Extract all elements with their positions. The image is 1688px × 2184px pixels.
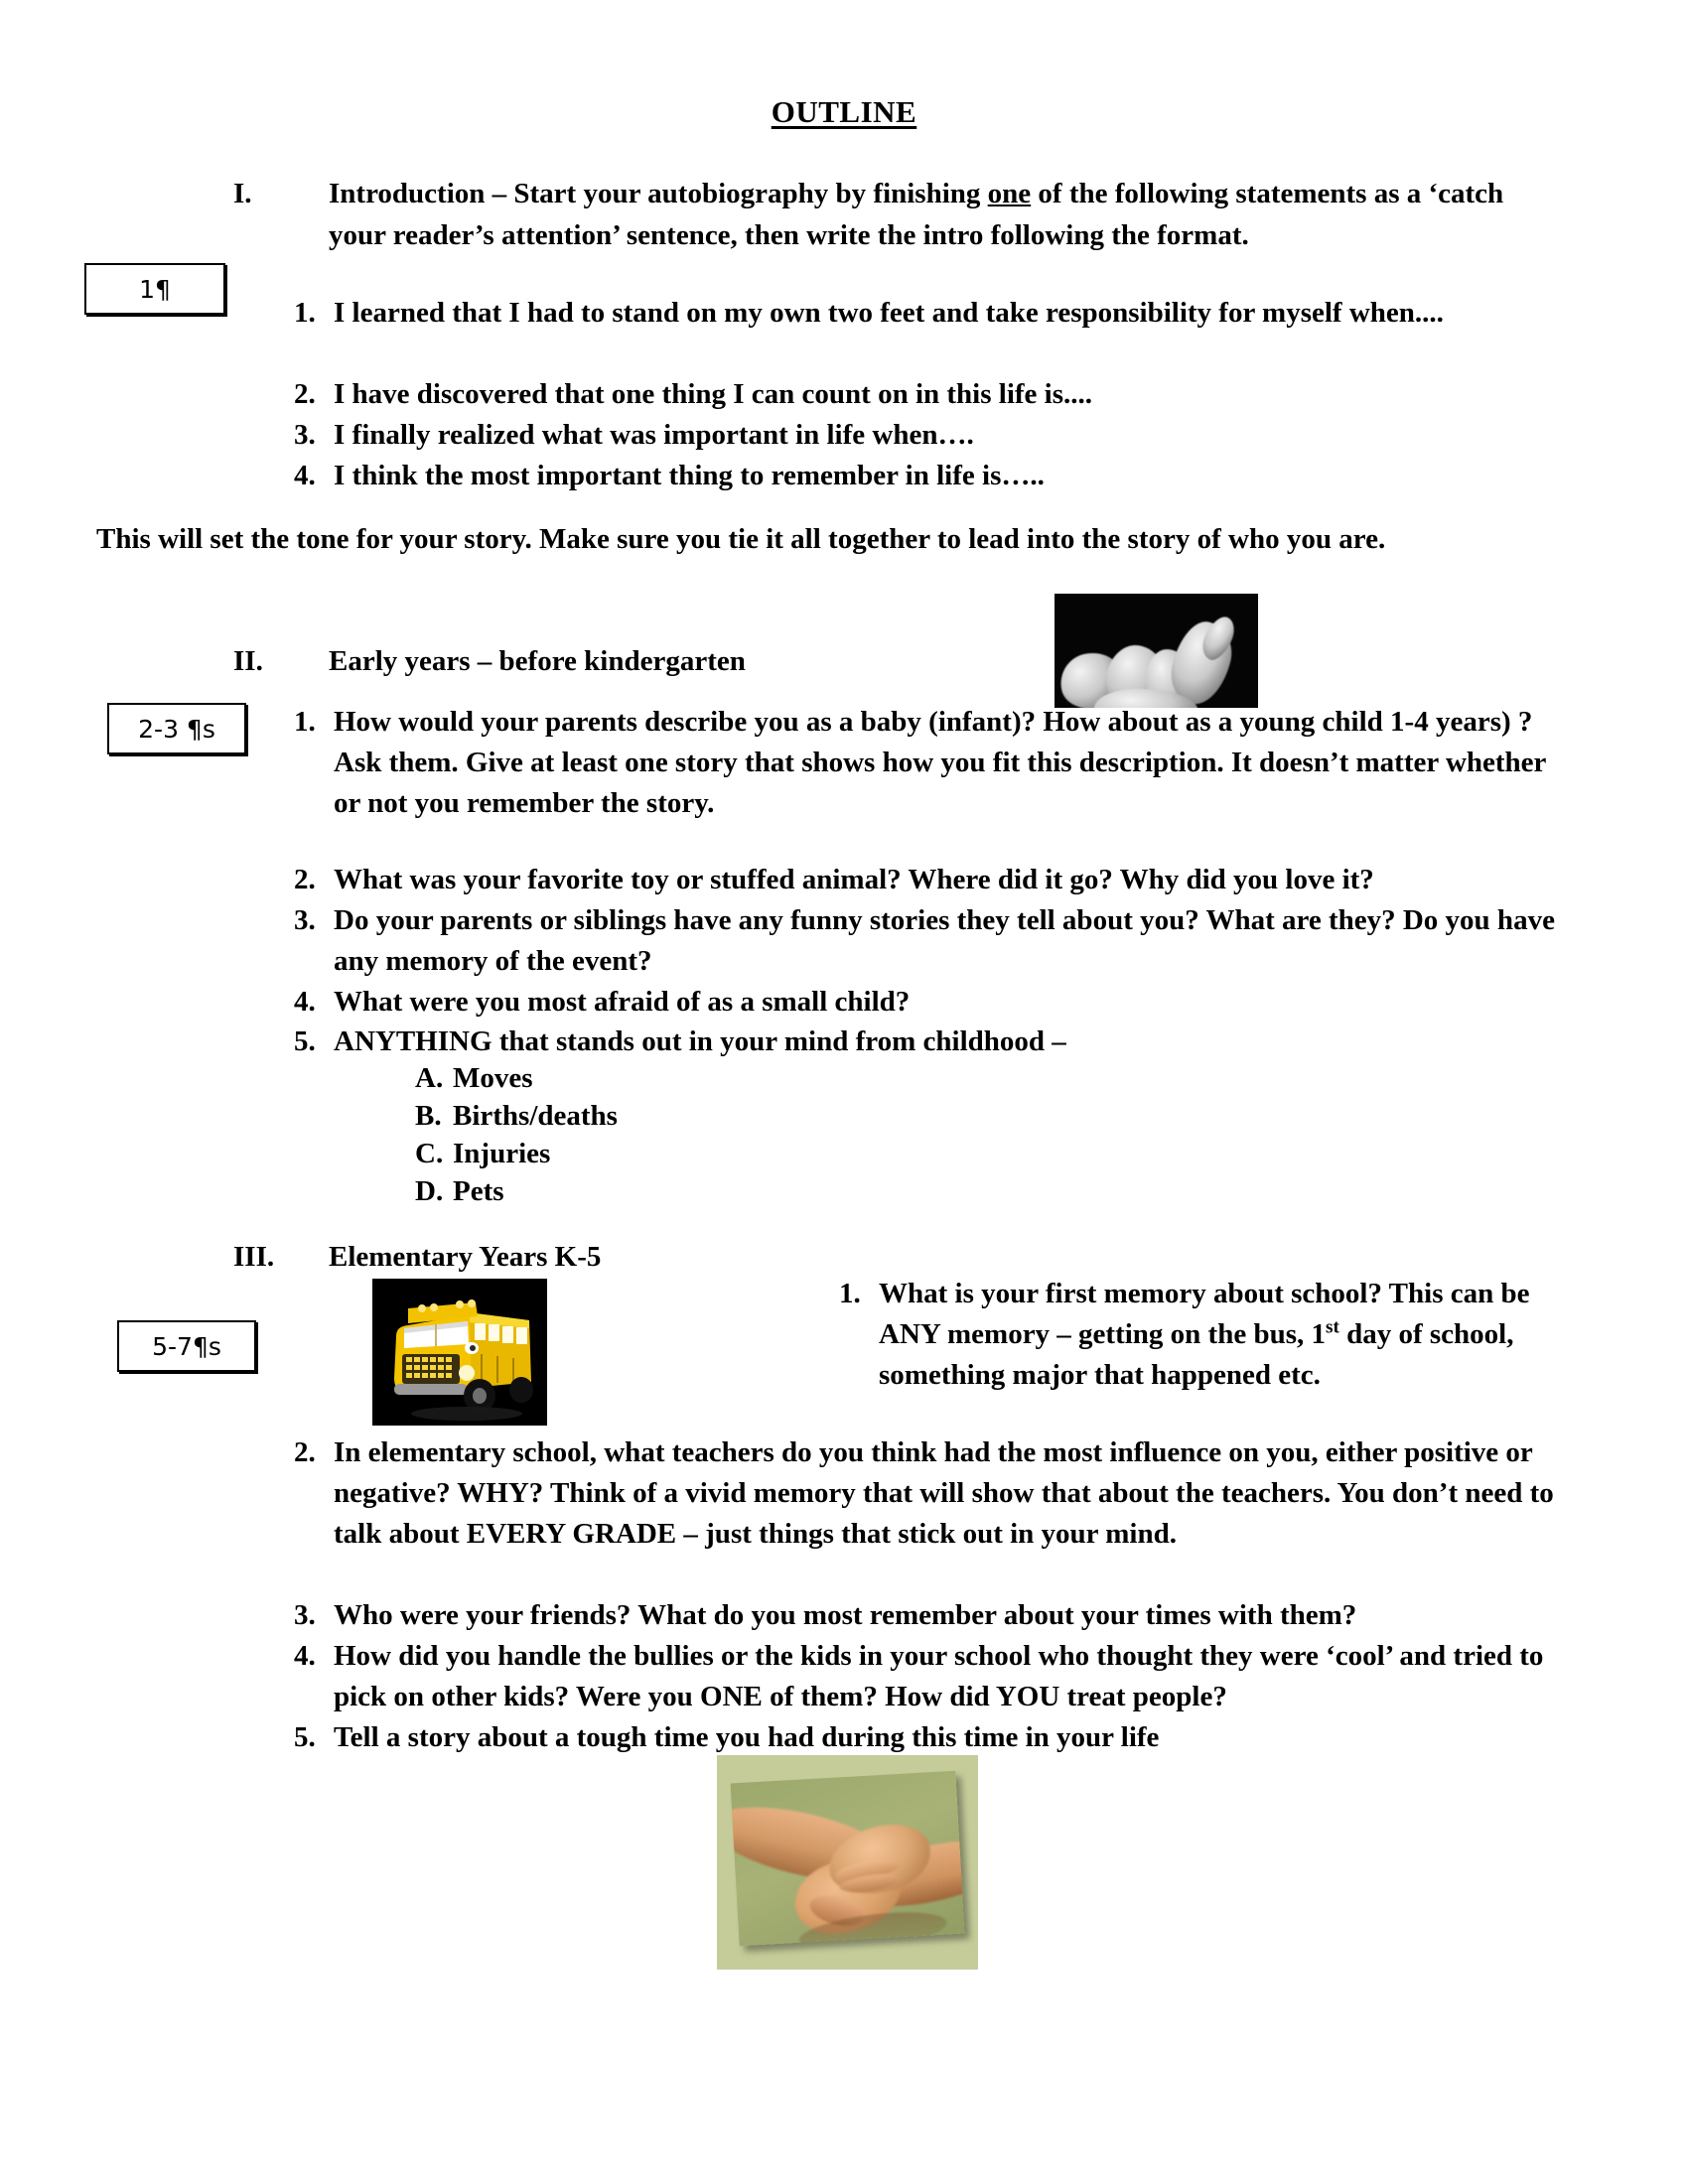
section-i-heading-line2: a ‘catch your reader’s attention’ sentence, then write the intro following the format. (329, 178, 1504, 251)
section-iii-numeral: III. (233, 1241, 275, 1273)
section-ii-item-3 (294, 900, 1555, 982)
section-i-item-1-text: I learned that I had to stand on my own two feet and take responsibility for myself when.... (334, 297, 1444, 329)
section-ii-subitem-a-marker: A. (415, 1062, 444, 1094)
section-iii-item-2-marker: 2. (294, 1436, 316, 1468)
section-i-item-1 (294, 293, 1555, 334)
section-ii-item-2-text: What was your favorite toy or stuffed animal? Where did it go? Why did you love it? (334, 864, 1374, 895)
section-ii-item-2-marker: 2. (294, 864, 316, 895)
section-ii-numeral: II. (233, 645, 263, 677)
section-i-item-3-marker: 3. (294, 419, 316, 451)
section-ii-item-5 (294, 1022, 1555, 1062)
section-iii-item-4 (294, 1636, 1555, 1717)
section-ii-item-1-marker: 1. (294, 706, 316, 738)
section-i-numeral: I. (233, 178, 252, 209)
page-title (0, 94, 1688, 130)
section-ii-item-3-text: Do your parents or siblings have any funny stories they tell about you? What are they? Do you have any memory of the event? (334, 904, 1555, 977)
section-i-item-2-marker: 2. (294, 378, 316, 410)
section-iii-item-1 (839, 1274, 1554, 1396)
section-ii-item-4-marker: 4. (294, 986, 316, 1018)
section-ii-item-1 (294, 702, 1555, 824)
section-ii-item-1-text: How would your parents describe you as a baby (infant)? How about as a young child 1-4 years) ? Ask them. Give at least one story that shows how you fit this description. It doesn’t matter whether or not you remember the story. (334, 706, 1546, 819)
section-iii-heading (233, 1236, 1028, 1278)
section-i-item-3-text: I finally realized what was important in life when…. (334, 419, 974, 451)
callout-intro-label: 1¶ (139, 274, 171, 304)
section-ii-subitem-d-marker: D. (415, 1175, 444, 1207)
callout-early-years-paragraph-count (107, 703, 246, 754)
section-i-item-1-marker: 1. (294, 297, 316, 329)
section-iii-item-5-text: Tell a story about a tough time you had during this time in your life (334, 1721, 1160, 1753)
section-iii-item-1-marker: 1. (839, 1278, 861, 1309)
clasped-hands-photo-inner (731, 1771, 965, 1946)
baby-hands-photo (1055, 594, 1258, 708)
section-i-heading-part-a: Introduction – Start your autobiography by finishing (329, 178, 988, 209)
section-ii-item-4-text: What were you most afraid of as a small child? (334, 986, 911, 1018)
section-i-item-2 (294, 374, 1555, 415)
section-i-item-4-marker: 4. (294, 460, 316, 491)
section-ii-item-4 (294, 982, 1555, 1023)
section-ii-subitem-d (415, 1172, 1011, 1210)
section-iii-item-5 (294, 1717, 1555, 1758)
section-i-item-4-text: I think the most important thing to remember in life is….. (334, 460, 1045, 491)
section-iii-item-2-text: In elementary school, what teachers do you think had the most influence on you, either positive or negative? WHY? Think of a vivid memory that will show that about the teachers. You don’t need to talk about EVERY GRADE – just things that stick out in your mind. (334, 1436, 1554, 1550)
section-ii-subitem-c (415, 1135, 1011, 1172)
section-iii-item-5-marker: 5. (294, 1721, 316, 1753)
school-bus-icon (372, 1279, 547, 1426)
callout-elementary-paragraph-count (117, 1320, 256, 1372)
clasped-hands-photo (717, 1755, 978, 1970)
section-ii-heading (233, 640, 1028, 682)
school-bus-photo (372, 1279, 547, 1426)
section-ii-item-3-marker: 3. (294, 904, 316, 936)
section-iii-item-1-superscript: st (1326, 1316, 1339, 1338)
section-ii-subitem-b-marker: B. (415, 1100, 442, 1132)
section-iii-item-3-marker: 3. (294, 1599, 316, 1631)
section-ii-subitem-b (415, 1097, 1011, 1135)
callout-intro-paragraph-count (84, 263, 225, 315)
section-ii-subitem-c-marker: C. (415, 1138, 444, 1169)
section-i-heading-emphasis: one (987, 178, 1032, 209)
section-ii-subitem-a-text: Moves (453, 1062, 533, 1094)
section-ii-subitem-b-text: Births/deaths (453, 1100, 618, 1132)
section-ii-subitem-c-text: Injuries (453, 1138, 551, 1169)
callout-elementary-label: 5-7¶s (152, 1331, 221, 1361)
callout-early-years-label: 2-3 ¶s (138, 714, 215, 744)
section-iii-item-4-text: How did you handle the bullies or the kids in your school who thought they were ‘cool’ and tried to pick on other kids? Were you ONE of them? How did YOU treat people? (334, 1640, 1544, 1712)
section-i-heading-part-b: of the following statements as (1031, 178, 1400, 209)
section-iii-item-3 (294, 1595, 1555, 1636)
section-i-item-2-text: I have discovered that one thing I can count on in this life is.... (334, 378, 1093, 410)
section-iii-item-1-text-b: day of school, something major that happened etc. (879, 1318, 1514, 1391)
section-ii-item-2 (294, 860, 1555, 900)
section-iii-item-2 (294, 1433, 1555, 1555)
section-iii-item-1-text-a: What is your first memory about school? This can be ANY memory – getting on the bus, 1 (879, 1278, 1530, 1350)
section-i-item-3 (294, 415, 1555, 456)
section-i-item-4 (294, 456, 1555, 496)
page-title-text: OUTLINE (771, 94, 917, 129)
section-iii-item-1-text (879, 1274, 1554, 1396)
section-i-heading (233, 173, 1554, 256)
section-ii-subitem-d-text: Pets (453, 1175, 504, 1207)
section-iii-item-4-marker: 4. (294, 1640, 316, 1672)
section-ii-heading-text: Early years – before kindergarten (329, 645, 746, 677)
section-iii-item-3-text: Who were your friends? What do you most remember about your times with them? (334, 1599, 1357, 1631)
section-ii-item-5-marker: 5. (294, 1025, 316, 1057)
section-i-heading-text (329, 173, 1554, 256)
section-iii-heading-text: Elementary Years K-5 (329, 1241, 602, 1273)
tone-paragraph: This will set the tone for your story. Make sure you tie it all together to lead into the story of who you are. (96, 523, 1386, 555)
section-ii-subitem-a (415, 1059, 1011, 1097)
baby-hands-photo-scene (1055, 594, 1258, 708)
section-ii-item-5-text: ANYTHING that stands out in your mind from childhood – (334, 1025, 1066, 1057)
